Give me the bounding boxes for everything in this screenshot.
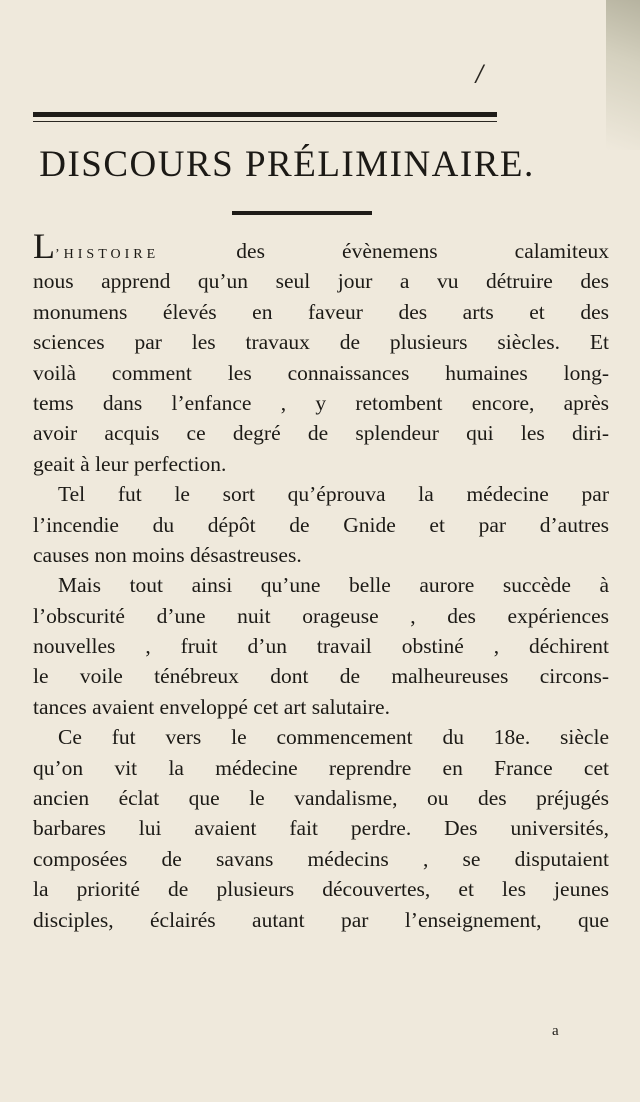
text-line-21: composées de savans médecins , se disputaient (33, 846, 609, 871)
line-text: des évènemens calamiteux (159, 239, 609, 263)
text-line-22: la priorité de plusieurs découvertes, et les jeunes (33, 877, 609, 902)
text-line-13: l’obscurité d’une nuit orageuse , des expériences (33, 603, 609, 628)
text-line-3: monumens élevés en faveur des arts et des (33, 299, 609, 324)
signature-mark: a (552, 1023, 559, 1039)
smallcaps-word: ’HISTOIRE (55, 247, 160, 262)
title-rule (232, 211, 372, 215)
text-line-10: l’incendie du dépôt de Gnide et par d’autres (33, 512, 609, 537)
text-line-11: causes non moins désastreuses. (33, 542, 302, 567)
text-line-14: nouvelles , fruit d’un travail obstiné , déchirent (33, 634, 609, 659)
text-line-5: voilà comment les connaissances humaines long- (33, 360, 609, 385)
text-line-7: avoir acquis ce degré de splendeur qui les diri- (33, 421, 609, 446)
signature-mark-top: / (476, 62, 484, 87)
page-edge-shadow (606, 0, 640, 150)
text-line-15: le voile ténébreux dont de malheureuses circons- (33, 664, 609, 689)
text-line-12: Mais tout ainsi qu’une belle aurore succède à (58, 573, 609, 598)
header-rule-thick (33, 112, 497, 117)
text-line-4: sciences par les travaux de plusieurs siècles. Et (33, 330, 609, 355)
text-line-16: tances avaient enveloppé cet art salutaire. (33, 694, 390, 719)
drop-cap: L (33, 226, 55, 266)
text-line-17: Ce fut vers le commencement du 18e. siècle (58, 725, 609, 750)
text-line-8: geait à leur perfection. (33, 451, 227, 476)
text-line-20: barbares lui avaient fait perdre. Des universités, (33, 816, 609, 841)
body-text (33, 226, 609, 935)
text-line-23: disciples, éclairés autant par l’enseignement, que (33, 907, 609, 932)
text-line-6: tems dans l’enfance , y retombent encore, après (33, 390, 609, 415)
header-rule-thin (33, 121, 497, 122)
text-line-2: nous apprend qu’un seul jour a vu détruire des (33, 269, 609, 294)
text-line-19: ancien éclat que le vandalisme, ou des préjugés (33, 786, 609, 811)
text-line-18: qu’on vit la médecine reprendre en France cet (33, 755, 609, 780)
text-line-1 (33, 226, 609, 266)
page-title: DISCOURS PRÉLIMINAIRE. (39, 144, 535, 185)
text-line-9: Tel fut le sort qu’éprouva la médecine par (58, 482, 609, 507)
